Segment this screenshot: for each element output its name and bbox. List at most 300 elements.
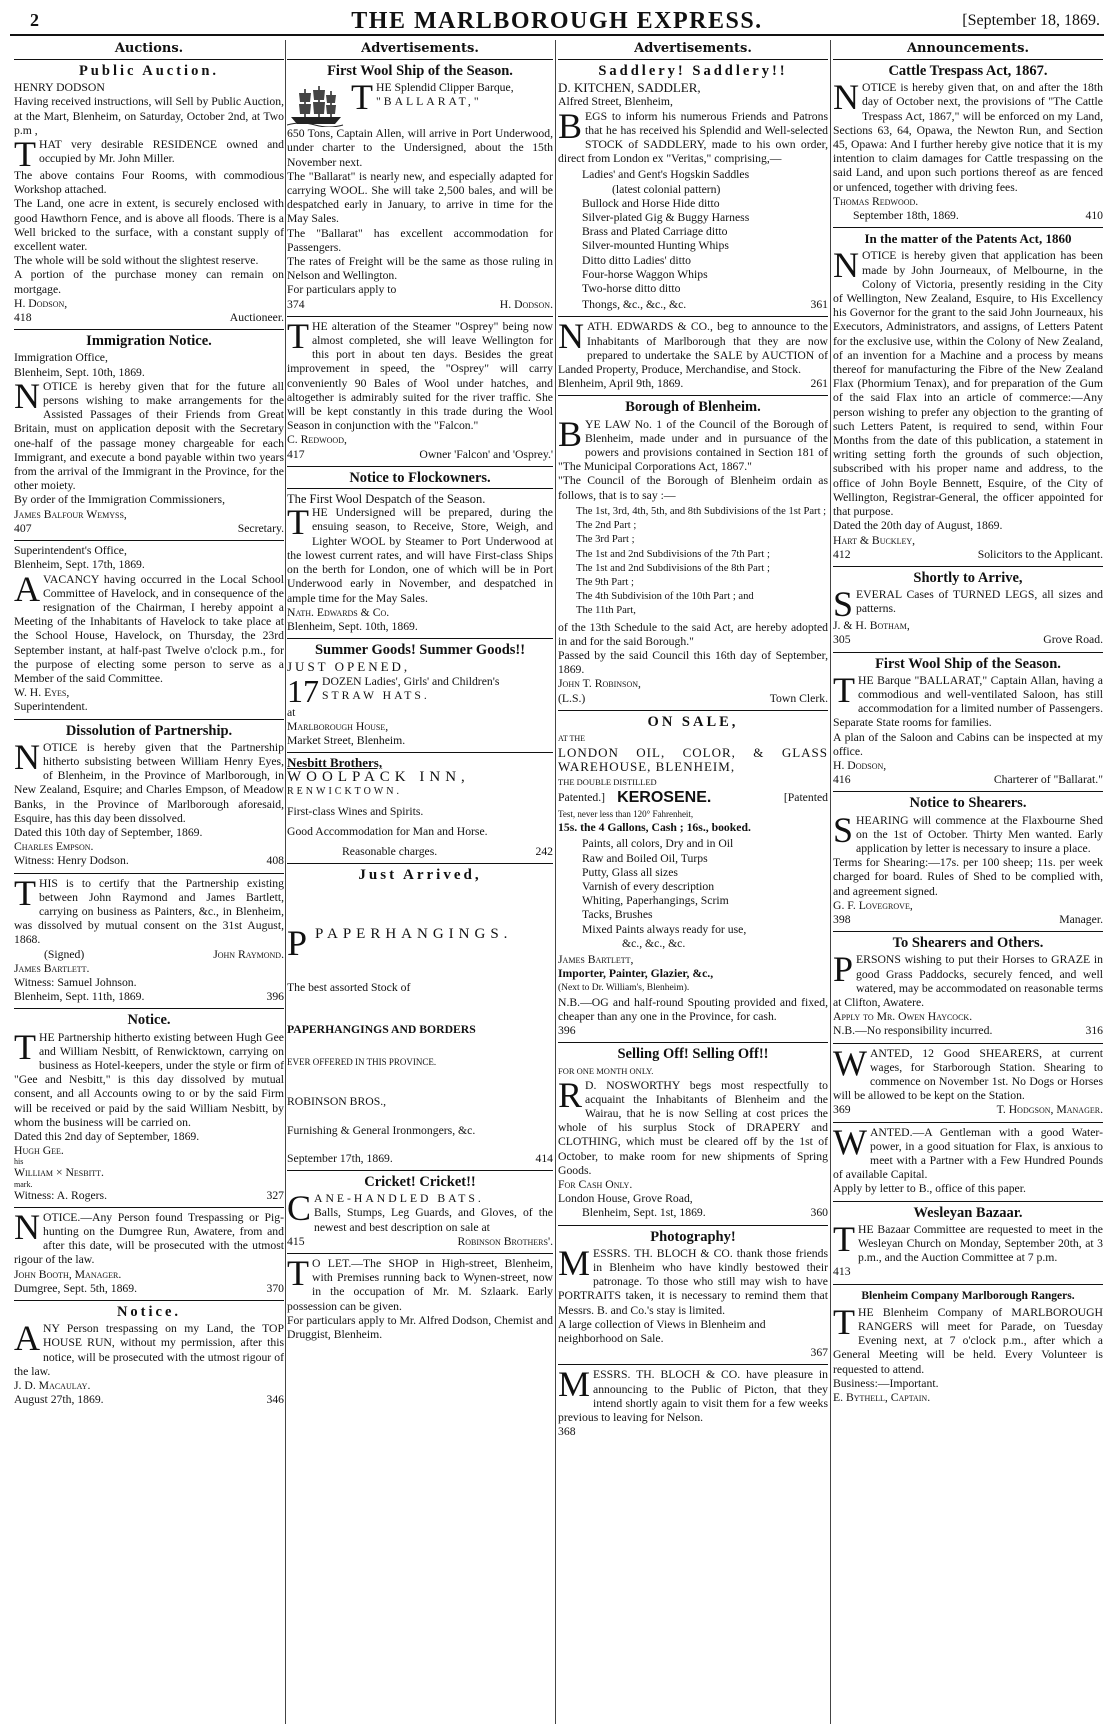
osprey-ad [287, 317, 553, 467]
column-advertisements-1 [287, 40, 553, 1724]
list-item: The 3rd Part ; [576, 534, 635, 546]
ad-signer: James Bartlett. [14, 961, 90, 975]
ad-number: 396 [266, 990, 284, 1004]
ad-body: HEARING will commence at the Flaxbourne Shed on the 1st of October. Thirty Men wanted. Early application by letter is necessary to insure a place. [856, 813, 1103, 855]
list-item: Tacks, Brushes [582, 908, 653, 922]
ad-body: OTICE is hereby given that, on and after the 18th day of October next, the provisions of "The Cattle Trespass Act, 1867," will be enforced on my Land, Sections 63, 64, Opawa, the Newton Run, and Section 45, Opawa: And I further hereby give notice that it is my intention to claim damages for Cattle trespassing on the said Land, and upon such portions thereof as are fenced or unfenced, together with driving fees. [833, 81, 1103, 194]
ad-signer: James Bartlett, [558, 952, 634, 966]
borough-bylaw-ad [558, 396, 828, 710]
drop-cap: B [558, 105, 583, 146]
ad-body: Marlborough House, [287, 719, 389, 733]
ad-body: 650 Tons, Captain Allen, will arrive in Port Underwood, under charter to the Undersigned, about the 15th November next. [287, 127, 553, 169]
ad-body: The "Ballarat" is nearly new, and especially adapted for carrying WOOL. She will take 2,500 bales, and will be despatched early in January, to arrive in time for the May Sales. [287, 169, 553, 226]
drop-cap: M [558, 1364, 591, 1405]
ad-body: HE Barque "BALLARAT," Captain Allan, having a commodious and well-ventilated Saloon, has still accommodation for a limited number of Passengers. Separate State rooms for families. [833, 673, 1103, 730]
list-item: The 1st and 2nd Subdivisions of the 7th Part ; [576, 548, 770, 560]
issue-date: [September 18, 1869. [962, 12, 1100, 29]
ad-number: 361 [810, 298, 828, 312]
ad-signer: John Raymond. [213, 947, 284, 961]
drop-cap: T [14, 134, 36, 175]
ad-body: The "Ballarat" has excellent accommodation for Passengers. [287, 226, 553, 254]
list-item: The 11th Part, [576, 605, 636, 617]
ad-number: 398 [833, 912, 851, 926]
drop-cap: A [14, 1318, 40, 1359]
ad-signer: Hart & Buckley, [833, 533, 916, 547]
dozen-count: 17 [287, 672, 319, 709]
ad-signer: C. Redwood, [287, 433, 347, 447]
ad-date: Blenheim, Sept. 1st, 1869. [582, 1206, 706, 1220]
seal-label: (L.S.) [558, 691, 586, 705]
ad-title: Notice. [127, 1012, 171, 1029]
photography-ad [558, 1226, 828, 1366]
ad-signer: John T. Robinson, [558, 677, 641, 691]
signer-title: Grove Road. [1043, 633, 1103, 647]
list-item: Putty, Glass all sizes [582, 865, 678, 879]
signer-title: Furnishing & General Ironmongers, &c. [287, 1123, 476, 1137]
ad-body: Balls, Stumps, Leg Guards, and Gloves, of the newest and best description on sale at [314, 1206, 553, 1234]
ad-signer: T. Hodgson, Manager. [996, 1103, 1103, 1117]
ad-office: Immigration Office, [14, 351, 108, 365]
ad-body: ESSRS. TH. BLOCH & CO. have pleasure in announcing to the Public of Picton, that they intend shortly again to visit them for a few weeks previous to leaving for Nelson. [558, 1368, 828, 1425]
ad-signer: John Booth, Manager. [14, 1267, 122, 1281]
ad-number: 327 [266, 1188, 284, 1202]
ad-body: HE Partnership hitherto existing between Hugh Gee and William Nesbitt, of Renwicktown, carrying on business as Hotel-keepers, under the style or firm of "Gee and Nesbitt," is this day dissolved by mutual consent, and all Accounts owing to or by the said Firm will be received or paid by the said William Nesbitt, by whom the business will be carried on. [14, 1030, 284, 1129]
ad-signer: J. D. Macaulay. [14, 1379, 91, 1393]
trespass-notice-ad [14, 1208, 284, 1301]
ad-title: Borough of Blenheim. [625, 399, 761, 416]
signer-title: Manager. [1059, 912, 1103, 926]
ad-body: at [287, 705, 296, 719]
drop-cap: A [14, 568, 40, 609]
column-announcements [833, 40, 1103, 1724]
list-item: Thongs, &c., &c., &c. [582, 298, 687, 312]
signer-title: Charterer of "Ballarat." [993, 773, 1103, 787]
list-item: The 1st, 3rd, 4th, 5th, and 8th Subdivisions of the 1st Part ; [576, 505, 827, 517]
immigration-notice-ad [14, 330, 284, 541]
saddlery-ad [558, 60, 828, 317]
ad-signer: H. Dodson. [499, 297, 553, 311]
ad-title: ON SALE, [647, 713, 739, 730]
signer-title: Superintendent. [14, 700, 88, 714]
ad-body: By order of the Immigration Commissioners, [14, 493, 225, 507]
cricket-ad [287, 1171, 553, 1254]
column-heading: Announcements. [833, 40, 1103, 60]
ad-body: RENWICKTOWN. [287, 785, 402, 797]
ad-signer: E. Bythell, Captain. [833, 1391, 931, 1405]
ad-office: Superintendent's Office, [14, 544, 127, 558]
ad-title: Notice to Flockowners. [349, 469, 491, 486]
ad-body: Market Street, Blenheim. [287, 733, 406, 747]
wesleyan-bazaar-ad [833, 1202, 1103, 1285]
ad-body: Alfred Street, Blenheim, [558, 95, 673, 109]
drop-cap: T [287, 1252, 309, 1293]
masthead [10, 8, 1104, 36]
list-item: The 1st and 2nd Subdivisions of the 8th Part ; [576, 562, 770, 574]
shearers-notice-ad [833, 792, 1103, 932]
auctioneer-name: HENRY DODSON [14, 81, 105, 95]
ad-number: 410 [1085, 209, 1103, 223]
ad-title: Notice. [116, 1304, 182, 1321]
ad-number: 413 [833, 1265, 851, 1279]
ad-number: 407 [14, 521, 32, 535]
ad-body: HE Bazaar Committee are requested to meet in the Wesleyan Church on Monday, September 20th, at 3 p.m., and the Auction Committee at 7 p.m. [858, 1222, 1103, 1265]
ad-title: Immigration Notice. [86, 333, 212, 350]
ad-body: "The Council of the Borough of Blenheim ordain as follows, that is to say :— [558, 474, 828, 502]
to-let-ad [287, 1254, 553, 1346]
ad-body: London House, Grove Road, [558, 1192, 693, 1206]
column-advertisements-2 [558, 40, 828, 1724]
grazing-ad [833, 932, 1103, 1043]
drop-cap: T [833, 669, 855, 710]
ballarat-passengers-ad [833, 653, 1103, 793]
ad-body: The rates of Freight will be the same as those ruling in Nelson and Wellington. [287, 255, 553, 283]
drop-cap: N [833, 77, 859, 118]
ad-number: 414 [535, 1151, 553, 1165]
ad-signer: Robinson Brothers'. [457, 1234, 553, 1248]
drop-cap: T [287, 315, 309, 356]
ad-number: 360 [810, 1206, 828, 1220]
list-item: Whiting, Paperhangings, Scrim [582, 894, 729, 908]
rangers-ad [833, 1285, 1103, 1410]
column-heading: Advertisements. [287, 40, 553, 60]
ad-title: Cattle Trespass Act, 1867. [888, 63, 1048, 79]
ad-title: To Shearers and Others. [892, 935, 1044, 952]
ad-number: 415 [287, 1234, 305, 1248]
ad-number: 396 [558, 1024, 576, 1037]
drop-cap: T [287, 502, 309, 543]
list-item: Raw and Boiled Oil, Turps [582, 851, 708, 865]
sailing-ship-icon [287, 83, 345, 127]
his-mark-label: his [14, 1157, 24, 1167]
turned-legs-ad [833, 567, 1103, 653]
drop-cap: P [287, 922, 313, 963]
signer-title: Owner 'Falcon' and 'Osprey.' [419, 447, 553, 461]
his-mark-label: mark. [14, 1179, 33, 1189]
ad-body: Passed by the said Council this 16th day of September, 1869. [558, 648, 828, 677]
ad-body: Business:—Important. [833, 1376, 939, 1390]
list-item: Bullock and Horse Hide ditto [582, 196, 720, 210]
drop-cap: C [287, 1188, 312, 1229]
drop-cap: T [351, 77, 373, 118]
drop-cap: W [833, 1042, 867, 1083]
ad-title: Summer Goods! Summer Goods!! [314, 642, 526, 659]
ad-signer: Nath. Edwards & Co. [287, 605, 390, 619]
signer-title: Solicitors to the Applicant. [977, 547, 1103, 561]
ad-date: Dated the 20th day of August, 1869. [833, 519, 1003, 533]
list-item: Silver-mounted Hunting Whips [582, 239, 729, 253]
list-item: Paints, all colors, Dry and in Oil [582, 837, 734, 851]
drop-cap: N [833, 245, 859, 286]
product-name: KEROSENE. [617, 790, 712, 805]
list-item: Ditto ditto Ladies' ditto [582, 253, 691, 267]
ad-body: First-class Wines and Spirits. [287, 804, 424, 818]
ad-body: HE Blenheim Company of MARLBOROUGH RANGERS will meet for Parade, on Tuesday Evening next, at 7 o'clock p.m., after which a General Meeting will be held. Every Volunteer is requested to attend. [833, 1305, 1103, 1376]
certify-ad [14, 874, 284, 1010]
ad-signer: Hugh Gee. [14, 1144, 64, 1158]
ad-body: OTICE is hereby given that application has been made by John Journeaux, of Melbourne, in the Colony of Victoria, presently residing in the City of Wellington, New Zealand, Esquire, to His Excellency his Governor for the grant to the said John Journeaux, his Executors, Administrators, and assigns, of Letters Patent for the exclusive use, within the Colony of New Zealand, of an invention for a Machine and a process by means thereof for manufacturing the Fibre of the New Zealand Flax (Phormium Tenax), and for preparation of the Gum of the said Flax into an article of commerce:—Any person wishing to prefer any objection to the granting of such Letters Patent, is required to send, within Four Months from the date of this publication, a statement in writing setting forth the grounds of such objection, subscribed with his proper name and address, to the office of John Boyle Bennett, Esquire, of the City of Wellington, Registrar-General, the officer appointed for that purpose. [833, 249, 1103, 519]
ad-body: For particulars apply to Mr. Alfred Dodson, Chemist and Druggist, Blenheim. [287, 1313, 553, 1341]
ad-title: Selling Off! Selling Off!! [617, 1046, 769, 1063]
list-item: Varnish of every description [582, 879, 715, 893]
ad-title: Blenheim Company Marlborough Rangers. [861, 1289, 1075, 1302]
ad-body: D. NOSWORTHY begs most respectfully to acquaint the Inhabitants of Blenheim and the Wairau, that he is now Selling at cost prices the whole of his surplus Stock of DRAPERY and CLOTHING, which must be cleared off by the 1st of October, to make room for new shipments of Spring Goods. [558, 1078, 828, 1177]
schedule-list [558, 505, 828, 619]
ad-body: Apply by letter to B., office of this paper. [833, 1182, 1026, 1196]
page-number: 2 [30, 10, 39, 30]
ship-name: "BALLARAT," [376, 95, 482, 109]
list-item: Ladies' and Gent's Hogskin Saddles [582, 168, 750, 182]
ad-body: HIS is to certify that the Partnership existing between John Raymond and James Bartlett, carrying on business as Painters, &c., in Blenheim, was dissolved by mutual consent on the 31st August, 1868. [14, 876, 284, 947]
shearers-wanted-ad [833, 1044, 1103, 1123]
ad-body: AT THE [558, 733, 586, 743]
ad-witness: Witness: Henry Dodson. [14, 854, 129, 868]
ad-body: The above contains Four Rooms, with commodious Workshop attached. [14, 169, 284, 197]
signer-title: Importer, Painter, Glazier, &c., [558, 967, 714, 981]
patent-label: Patented.] [558, 790, 606, 804]
ad-subtitle: JUST OPENED, [287, 659, 411, 675]
ad-witness: Witness: A. Rogers. [14, 1188, 108, 1202]
ad-title: Notice to Shearers. [909, 795, 1027, 812]
ad-number: 261 [810, 377, 828, 391]
drop-cap: T [14, 1026, 36, 1067]
drop-cap: N [558, 316, 584, 357]
ad-title: Shortly to Arrive, [913, 569, 1023, 586]
list-item: The 9th Part ; [576, 576, 634, 588]
list-item: Mixed Paints always ready for use, [582, 922, 747, 936]
drop-cap: N [14, 375, 40, 416]
ad-body: Test, never less than 120° Fahrenheit, [558, 808, 694, 819]
column-heading: Auctions. [14, 40, 284, 60]
list-item: Silver-plated Gig & Buggy Harness [582, 211, 750, 225]
paperhangings-ad [287, 864, 553, 1171]
drop-cap: R [558, 1074, 583, 1115]
drop-cap: B [558, 413, 583, 454]
ad-number: 346 [266, 1393, 284, 1407]
ad-title: Nesbitt Brothers, [287, 755, 383, 771]
ad-number: 370 [266, 1281, 284, 1295]
ad-body: N.B.—No responsibility incurred. [833, 1024, 993, 1038]
drop-cap: P [833, 949, 854, 990]
ad-number: 367 [810, 1346, 828, 1360]
ad-body: HAT very desirable RESIDENCE owned and occupied by Mr. John Miller. [39, 138, 284, 166]
ad-signer: William × Nesbitt. [14, 1166, 104, 1180]
column-rule [285, 40, 286, 1724]
drop-cap: W [833, 1121, 867, 1162]
ad-title: Wesleyan Bazaar. [913, 1204, 1023, 1221]
list-item: Two-horse ditto ditto [582, 282, 681, 296]
ad-subtitle: D. KITCHEN, SADDLER, [558, 80, 701, 96]
ad-body: THE DOUBLE DISTILLED [558, 776, 657, 787]
notice-ad [14, 1009, 284, 1207]
ad-body: N.B.—OG and half-round Spouting provided and fixed, cheaper than any one in the Province, for cash. [558, 995, 828, 1023]
ad-number: 305 [833, 633, 851, 647]
vacancy-ad [14, 541, 284, 719]
ad-title: Dissolution of Partnership. [65, 722, 233, 739]
ad-body: WOOLPACK INN, [287, 769, 470, 786]
drop-cap: N [14, 1206, 40, 1247]
list-item: The 2nd Part ; [576, 520, 637, 532]
ad-title: Photography! [650, 1228, 736, 1245]
ad-number: 416 [833, 773, 851, 787]
ad-number: 242 [535, 845, 553, 859]
ad-signer: W. H. Eyes, [14, 686, 70, 700]
ad-date: Blenheim, Sept. 11th, 1869. [14, 990, 145, 1004]
ad-number: 374 [287, 297, 305, 311]
ad-body: The best assorted Stock of [287, 980, 411, 994]
ad-body: A portion of the purchase money can remain on mortgage. [14, 268, 284, 296]
ad-date: Dated this 10th day of September, 1869. [14, 825, 203, 839]
ad-date: Blenheim, Sept. 17th, 1869. [14, 558, 145, 572]
ad-body: (Next to Dr. William's, Blenheim). [558, 983, 690, 994]
ad-body: NY Person trespassing on my Land, the TOP HOUSE RUN, without my permission, after this notice, will be prosecuted with the utmost rigour of the law. [14, 1322, 284, 1378]
ad-date: Blenheim, April 9th, 1869. [558, 377, 684, 391]
woolpack-inn-ad [287, 753, 553, 864]
ad-body: Terms for Shearing:—17s. per 100 sheep; 11s. per week charged for board. Rules of Shed to be complied with, and agreement signed. [833, 856, 1103, 898]
ad-title: Public Auction. [78, 63, 220, 79]
ad-signer: James Balfour Wemyss, [14, 507, 127, 521]
ad-body: STRAW HATS. [322, 688, 430, 702]
ad-body: ANTED, 12 Good SHEARERS, at current wages, for Starborough Station. Shearing to commence on November 1st. No Dogs or Horses will be allowed to be kept on the Station. [833, 1046, 1103, 1103]
ad-body: OTICE is hereby given that for the future all persons wishing to make arrangements for the Assisted Passages of their Friends from Great Britain, must on application deposit with the Secretary one-half of the passage money chargeable for each Immigrant, and execute a bond payable within two years from the arrival of the Immigrant in the Province, for the other moiety. [14, 379, 284, 493]
partner-wanted-ad [833, 1123, 1103, 1202]
ad-date: September 17th, 1869. [287, 1151, 393, 1165]
drop-cap: T [833, 1301, 855, 1342]
ad-body: Reasonable charges. [342, 845, 438, 859]
list-item: Brass and Plated Carriage ditto [582, 225, 728, 239]
signer-title: Secretary. [237, 521, 284, 535]
ad-signer: ROBINSON BROS., [287, 1095, 387, 1109]
newspaper-title: THE MARLBOROUGH EXPRESS. [351, 8, 763, 34]
ad-title: Just Arrived, [358, 867, 482, 884]
ad-date: Dumgree, Sept. 5th, 1869. [14, 1281, 138, 1295]
price: 15s. the 4 Gallons, Cash ; 16s., booked. [558, 821, 751, 835]
drop-cap: S [833, 809, 854, 850]
signer-title: Town Clerk. [769, 691, 828, 705]
stock-list [558, 168, 828, 296]
ad-body: EVERAL Cases of TURNED LEGS, all sizes and patterns. [856, 588, 1103, 616]
ad-body: OTICE.—Any Person found Trespassing or Pig-hunting on the Dumgree Run, Awatere, from and after this date, will be prosecuted with the utmost rigour of the law. [14, 1210, 284, 1267]
drop-cap: S [833, 584, 854, 625]
ad-body: ANTED.—A Gentleman with a good Water-power, in a good situation for Flax, is anxious to meet with a Partner with a Few Hundred Pounds of available Capital. [833, 1125, 1103, 1182]
ad-signer: G. F. Lovegrove, [833, 898, 913, 912]
list-item: Four-horse Waggon Whips [582, 267, 708, 281]
flockowners-ad [287, 467, 553, 639]
ad-witness: Witness: Samuel Johnson. [14, 975, 137, 989]
ad-subtitle: ANE-HANDLED BATS. [314, 1192, 484, 1206]
list-item: &c., &c., &c. [622, 936, 686, 950]
ad-body: HE Undersigned will be prepared, during the ensuing season, to Receive, Store, Weigh, and Lighter WOOL by Steamer to Port Underwood at the lowest current rates, and will have First-class Ships on the berth for London, one of which will be in Port Underwood early in November, and despatched in ample time for the May Sales. [287, 506, 553, 605]
ad-title: Saddlery! Saddlery!! [598, 63, 788, 79]
ad-body: of the 13th Schedule to the said Act, are hereby adopted in and for the said Borough." [558, 620, 828, 648]
ad-subtitle: The First Wool Despatch of the Season. [287, 488, 553, 506]
ad-title: In the matter of the Patents Act, 1860 [864, 231, 1072, 247]
signer-title: Auctioneer. [229, 311, 284, 325]
column-rule [830, 40, 831, 1724]
ad-body: A plan of the Saloon and Cabins can be inspected at my office. [833, 730, 1103, 758]
ad-body: HE alteration of the Steamer "Osprey" being now almost completed, she will leave Wellington for this port in about ten days. Besides the great improvement in speed, the "Osprey" will carry conveniently 90 Bales of Wool under hatches, and altogether is admirably suited for the river traffic. She will be kept constantly in this trade during the Wool Season in conjunction with the "Falcon." [287, 319, 553, 433]
drop-cap: T [833, 1218, 855, 1259]
ad-body: Good Accommodation for Man and Horse. [287, 824, 488, 838]
ad-body: For particulars apply to [287, 283, 397, 297]
drop-cap: M [558, 1242, 591, 1283]
edwards-auction-ad [558, 317, 828, 396]
ad-number: 368 [558, 1425, 576, 1439]
ad-intro: Having received instructions, will Sell by Public Auction, at the Mart, Blenheim, on Saturday, October 2nd, at Two p.m , [14, 95, 284, 137]
ad-signer: H. Dodson, [14, 296, 68, 310]
ad-body: A large collection of Views in Blenheim and neighborhood on Sale. [558, 1317, 766, 1346]
ad-body: HE Splendid Clipper Barque, [376, 81, 514, 95]
dissolution-ad [14, 720, 284, 874]
ad-signer: J. & H. Botham, [833, 619, 910, 633]
ad-body: EVER OFFERED IN THIS PROVINCE. [287, 1057, 437, 1068]
ad-body: DOZEN Ladies', Girls' and Children's [322, 674, 500, 688]
ad-body: For Cash Only. [558, 1178, 633, 1192]
public-auction-ad [14, 60, 284, 330]
photography-picton-ad [558, 1365, 828, 1443]
ad-number: 417 [287, 447, 305, 461]
list-item: (latest colonial pattern) [612, 182, 721, 196]
ad-title: First Wool Ship of the Season. [327, 63, 513, 79]
signed-label: (Signed) [44, 947, 85, 961]
ad-number: 412 [833, 547, 851, 561]
drop-cap: T [14, 872, 36, 913]
ad-body: Apply to Mr. Owen Haycock. [833, 1010, 973, 1024]
ad-body: The Land, one acre in extent, is securely enclosed with good Hawthorn Fence, and is above all floods. There is a Well bricked to the surface, with a constant supply of excellent water. [14, 197, 284, 254]
ad-date: Dated this 2nd day of September, 1869. [14, 1130, 200, 1144]
column-rule [555, 40, 556, 1724]
top-house-notice-ad [14, 1301, 284, 1411]
ad-date: September 18th, 1869. [853, 209, 959, 223]
ad-body: OTICE is hereby given that the Partnership hitherto subsisting between William Henry Eyes, of Blenheim, in the Province of Marlborough, in New Zealand, Esquire; and Charles Empson, of Meadow Banks, in the Province of Marlborough aforesaid, Esquire, has this day been dissolved. [14, 740, 284, 825]
ad-body: The whole will be sold without the slightest reserve. [14, 254, 259, 268]
wool-ship-ad [287, 60, 553, 317]
ad-title: Cricket! Cricket!! [364, 1173, 476, 1190]
product-list [558, 837, 828, 951]
ad-body: YE LAW No. 1 of the Council of the Borough of Blenheim, made under and in pursuance of the powers and provisions contained in Section 181 of "The Municipal Corporations Act, 1867." [558, 417, 828, 474]
summer-goods-ad [287, 639, 553, 753]
ad-body: PAPERHANGINGS AND BORDERS [287, 1022, 476, 1036]
ad-signer: H. Dodson, [833, 758, 887, 772]
kerosene-ad [558, 711, 828, 1043]
ad-date: Blenheim, Sept. 10th, 1869. [287, 619, 418, 633]
list-item: The 4th Subdivision of the 10th Part ; and [576, 591, 754, 603]
ad-number: 369 [833, 1103, 851, 1117]
ad-body: ERSONS wishing to put their Horses to GRAZE in good Grass Paddocks, securely fenced, and well watered, may be accommodated on reasonable terms at Clifton, Awatere. [833, 953, 1103, 1009]
ad-title: First Wool Ship of the Season. [875, 655, 1061, 672]
ad-signer: Thomas Redwood. [833, 194, 919, 208]
ad-number: 408 [266, 854, 284, 868]
store-name: LONDON OIL, COLOR, & GLASS WAREHOUSE, BLENHEIM, [558, 745, 828, 775]
patents-act-ad [833, 228, 1103, 567]
column-auctions [14, 40, 284, 1724]
ad-subtitle: FOR ONE MONTH ONLY. [558, 1066, 654, 1077]
selling-off-ad [558, 1043, 828, 1225]
column-heading: Advertisements. [558, 40, 828, 60]
ad-date: Blenheim, Sept. 10th, 1869. [14, 365, 145, 379]
ad-number: 316 [1085, 1024, 1103, 1038]
drop-cap: N [14, 736, 40, 777]
ad-body: ESSRS. TH. BLOCH & CO. thank those friends in Blenheim who have kindly bestowed their patronage. To those who still may wish to have PORTRAITS taken, it is necessary to remind them that Messrs. B. and Co.'s stay is limited. [558, 1246, 828, 1317]
ad-body: ATH. EDWARDS & CO., beg to announce to the Inhabitants of Marlborough that they are now prepared to undertake the SALE by AUCTION of Landed Property, Produce, Merchandise, and Stock. [558, 320, 828, 377]
ad-body: O LET.—The SHOP in High-street, Blenheim, with Premises running back to Wynen-street, now in the occupation of Mr. M. Szlaark. Early possession can be given. [287, 1256, 553, 1313]
ad-number: 418 [14, 311, 32, 325]
ad-body: EGS to inform his numerous Friends and Patrons that he has received his Splendid and Well-selected STOCK of SADDLERY, made to his own order, direct from London ex "Veritas," comprising,— [558, 109, 828, 166]
cattle-trespass-ad [833, 60, 1103, 228]
ad-body: VACANCY having occurred in the Local School Committee of Havelock, and in consequence of the resignation of the Chairman, I hereby appoint a Meeting of the Inhabitants of Havelock to take place at the School House, Havelock, on Thursday, the 23rd September instant, at half-past Twelve o'clock p.m., for the purpose of electing some person to serve as a Member of the said Committee. [14, 572, 284, 685]
patent-label: [Patented [783, 790, 828, 804]
ad-signer: Charles Empson. [14, 840, 94, 854]
ad-body: PAPERHANGINGS. [315, 925, 513, 942]
